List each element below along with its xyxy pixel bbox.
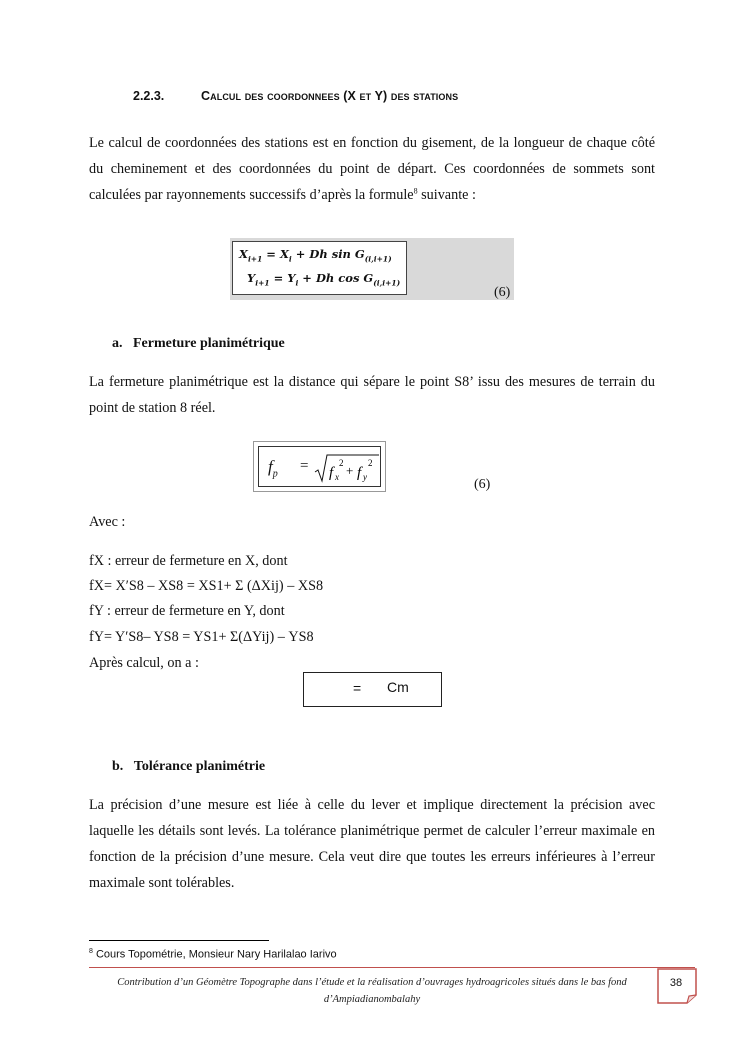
subheading-b-label: b. [112,759,124,774]
fermeture-paragraph: La fermeture planimétrique est la distance qui sépare le point S8’ issu des mesures de terrain du point de station 8 réel. [89,374,655,416]
footer-text: Contribution d’un Géomètre Topographe dans l’étude et la réalisation d’ouvrages hydroagricoles situés dans le bas fond d’Ampiadianombalahy [117,977,627,1005]
formula-fermeture [253,441,386,492]
formula-coordinates [230,238,514,300]
result-box [303,672,442,707]
formula-fermeture-box [258,446,381,487]
intro-text-end: suivante : [417,187,476,203]
avec-label: Avec : [89,514,126,530]
equation-number-2: (6) [474,477,491,492]
footnote-divider [89,940,269,941]
formula-plus: + [346,463,354,478]
section-heading [133,89,458,103]
footnote-number: 8 [89,948,93,955]
subheading-b [112,759,265,775]
result-unit: Cm [387,679,409,695]
definition-line: fY= Y′S8– YS8 = YS1+ Σ(ΔYij) – YS8 [89,629,314,645]
formula-fp: $f_p$ [268,457,278,480]
square-root-icon [314,453,380,483]
definition-line: Après calcul, on a : [89,655,199,671]
formula-x-line: $X_{i+1} = X_i + Dh$ $\sin G_{(i,i+1)}$ [239,247,392,264]
footnote-text: Cours Topométrie, Monsieur Nary Harilalao Iarivo [92,948,337,961]
subheading-a-label: a. [112,336,123,351]
formula-coordinates-box [232,241,407,295]
section-title: Calcul des coordonnees (X et Y) des stations [201,89,459,103]
result-equals: = [353,680,362,696]
page-number: 38 [669,977,683,989]
section-number: 2.2.3. [133,89,165,103]
footnote [89,948,337,961]
formula-equals: = [300,458,309,474]
subheading-b-title: Tolérance planimétrie [133,759,266,774]
subheading-a-title: Fermeture planimétrique [133,336,285,351]
definition-line: fX : erreur de fermeture en X, dont [89,553,288,569]
definition-line: fX= X′S8 – XS8 = XS1+ Σ (ΔXij) – XS8 [89,578,324,594]
formula-y-line: $Y_{i+1} = Y_i + Dh$ $\cos G_{(i,i+1)}$ [247,271,401,288]
page-number-badge [657,968,697,1004]
formula-fx: f [329,465,334,481]
footer-divider [89,967,695,968]
equation-number-1: (6) [494,285,511,300]
definition-line: fY : erreur de fermeture en Y, dont [89,603,285,619]
intro-text: Le calcul de coordonnées des stations est en fonction du gisement, de la longueur de chaque côté du cheminement et des coordonnées du point de départ. Ces coordonnées de sommets sont calculées par rayonnements successifs d’après la formule [89,135,655,203]
intro-paragraph [89,130,655,208]
tolerance-paragraph: La précision d’une mesure est liée à celle du lever et implique directement la précision avec laquelle les détails sont levés. La tolérance planimétrique permet de calculer l’erreur maximale en fonction de la précision d’une mesure. Cela veut dire que toutes les erreurs inférieures à l’erreur maximale sont tolérables. [89,797,655,891]
formula-fx-sub: x [335,472,339,482]
subheading-a [112,336,285,352]
formula-fx-exp: 2 [339,458,344,468]
formula-fy-exp: 2 [368,458,373,468]
footnote-ref: 8 [413,186,418,196]
formula-fy: f [357,465,362,481]
formula-fy-sub: y [363,472,367,482]
